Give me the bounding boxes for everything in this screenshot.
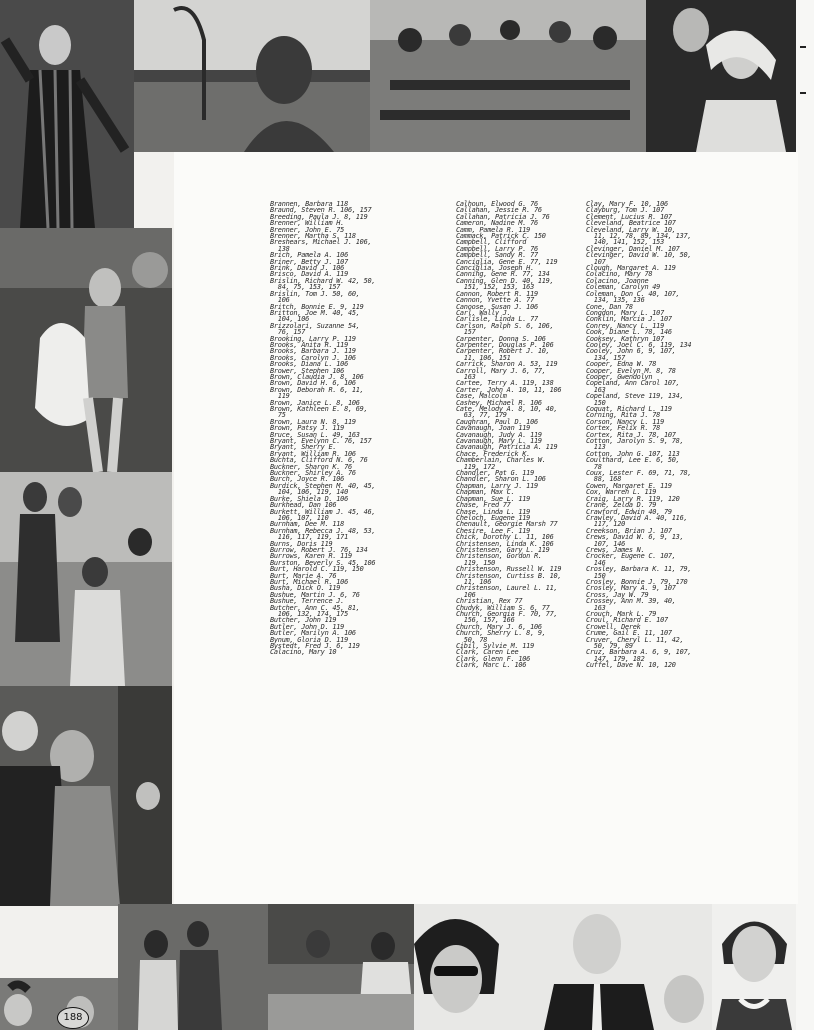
index-entry: 104, 106: [270, 315, 309, 324]
index-entry: Breshears, Michael J. 106,: [270, 238, 372, 247]
index-entry: Busha, Dick O. 119: [270, 584, 341, 593]
index-entry: Camm, Pamela R. 119: [456, 225, 531, 234]
index-entry: Bruce, Susan L. 49, 163: [270, 430, 360, 439]
index-entry: Campbell, Larry P. 76: [456, 244, 538, 253]
index-entry: 50, 79, 89: [586, 642, 633, 651]
index-entry: Burston, Beverly S. 45, 106: [270, 558, 376, 567]
index-entry: Cammack, Patrick C. 150: [456, 232, 546, 241]
index-entry: Christenson, Laurel L. 11,: [456, 584, 558, 593]
index-entry: 11, 106: [456, 577, 492, 586]
index-entry: Cavanaugh, Judy A. 119: [456, 430, 542, 439]
index-entry: Burt, Harold C. 119, 150: [270, 565, 364, 574]
index-entry: Calhoun, Elwood G. 76: [456, 200, 538, 208]
index-entry: Cuffel, Dave N. 10, 120: [586, 661, 676, 670]
index-entry: Cannon, Robert R. 119: [456, 289, 538, 298]
index-entry: Cavanaugh, Patricia A. 119: [456, 443, 558, 452]
index-entry: Brisco, David A. 119: [270, 270, 348, 279]
index-entry: 156, 157, 166: [456, 616, 515, 625]
index-entry: Carpenter, Douglas P. 106: [456, 340, 554, 349]
photo-couple: [646, 0, 796, 152]
index-entry: Brower, Stephen 106: [270, 366, 345, 375]
index-entry: Clevinger, Daniel M. 107: [586, 244, 680, 253]
index-entry: Cone, Dan 78: [586, 302, 633, 311]
index-entry: Brooks, Carolyn J. 106: [270, 353, 356, 362]
index-entry: Carpenter, Donna S. 106: [456, 334, 546, 343]
index-entry: Clough, Margaret A. 119: [586, 264, 676, 273]
index-entry: Clayburg, Tom J. 107: [586, 206, 664, 215]
index-entry: Clark, Glenn F. 106: [456, 654, 531, 663]
index-entry: Brown, Deborah R. 6, 11,: [270, 385, 364, 394]
index-entry: Church, Mary J. 6, 106: [456, 622, 542, 631]
index-entry: Carl, Wally J.: [456, 308, 511, 317]
index-entry: Bystedt, Fred J. 6, 119: [270, 642, 360, 651]
index-entry: Corning, Rita J. 78: [586, 411, 661, 420]
index-entry: Caughran, Paul D. 106: [456, 417, 538, 426]
index-entry: Bynum, Gloria D. 119: [270, 635, 348, 644]
index-entry: 146: [586, 558, 606, 567]
index-entry: Creekson, Brian J. 107: [586, 526, 672, 535]
index-entry: Cibil, Sylvie M. 119: [456, 642, 534, 651]
index-entry: 147, 179, 182: [586, 654, 645, 663]
index-entry: Christensen, Gary L. 119: [456, 545, 550, 554]
index-entry: Corson, Nancy L. 119: [586, 417, 664, 426]
index-entry: Crume, Gail E. 11, 107: [586, 629, 672, 638]
index-entry: Butcher, Ann C. 45, 81,: [270, 603, 360, 612]
index-entry: Brink, David J. 106: [270, 264, 345, 273]
index-entry: Cortex, Rita J. 78, 107: [586, 430, 676, 439]
index-column-3: [586, 201, 691, 669]
photo-costume-dancer: [0, 0, 134, 228]
index-entry: Cotton, Jarolyn S. 9, 78,: [586, 437, 684, 446]
index-entry: 106, 132, 174, 175: [270, 610, 348, 618]
index-entry: Cashey, Michael R. 106: [456, 398, 542, 407]
index-entry: Cheloch, Eugene 119: [456, 513, 531, 522]
index-entry: Brislin, Richard W. 42, 50,: [270, 276, 376, 285]
index-entry: 50, 78: [456, 635, 488, 644]
index-entry: Cruver, Cheryl L. 11, 42,: [586, 635, 684, 644]
index-entry: Cleveland, Larry W. 10,: [586, 225, 676, 234]
index-entry: 88, 168: [586, 475, 622, 484]
index-entry: Cox, Warren L. 119: [586, 488, 657, 497]
index-entry: Church, Sherry L. 8, 9,: [456, 629, 546, 638]
index-entry: 76, 157: [270, 328, 306, 337]
index-entry: Butler, John D. 119: [270, 622, 345, 631]
index-entry: Coux, Lester F. 69, 71, 78,: [586, 469, 692, 478]
index-entry: Calacino, Mary 10: [270, 648, 337, 657]
index-entry: Cooley, Joel C. 6, 119, 134: [586, 340, 692, 349]
photo-dance-couples: [0, 686, 172, 906]
index-entry: Brenner, John E. 75: [270, 225, 345, 234]
photo-woman-portrait: [712, 904, 796, 1030]
index-entry: Brown, Janice L. 8, 106: [270, 398, 360, 407]
index-entry: Cavanaugh, Joan 119: [456, 424, 531, 433]
index-entry: Crouch, Mark L. 79: [586, 610, 657, 618]
index-entry: 151, 152, 153, 163: [456, 283, 534, 292]
index-entry: Buchta, Clifford N. 6, 76: [270, 456, 368, 465]
index-entry: Brislin, Tom J. 50, 60,: [270, 289, 360, 298]
index-entry: Brooks, Anita R. 119: [270, 340, 348, 349]
index-entry: Chick, Dorothy L. 11, 106: [456, 533, 554, 542]
index-entry: 113: [586, 443, 606, 452]
index-entry: Callahan, Patricia J. 76: [456, 212, 550, 221]
index-entry: Braund, Steven R. 106, 157: [270, 206, 372, 215]
index-entry: Chudyk, William S. 6, 77: [456, 603, 550, 612]
index-entry: Burrows, Karen R. 119: [270, 552, 352, 561]
index-entry: 134, 157: [586, 353, 625, 362]
index-entry: Christian, Rex 77: [456, 597, 523, 606]
index-entry: Carlson, Ralph S. 6, 106,: [456, 321, 554, 330]
index-entry: 138: [270, 244, 290, 253]
index-entry: Burch, Joyce R. 106: [270, 475, 345, 484]
index-entry: Canning, Glen D. 40, 119,: [456, 276, 554, 285]
index-entry: Colacino, Joanne: [586, 276, 649, 285]
index-entry: Conrey, Nancy L. 119: [586, 321, 664, 330]
index-entry: Brenner, William H.: [270, 219, 345, 228]
index-entry: Chapman, Larry J. 119: [456, 481, 538, 490]
index-entry: Carrick, Sharon A. 53, 119: [456, 360, 558, 369]
index-entry: 107: [586, 257, 606, 266]
index-entry: Chandler, Sharon L. 106: [456, 475, 546, 484]
index-entry: Crocker, Eugene C. 107,: [586, 552, 676, 561]
page-number: 188: [57, 1007, 89, 1029]
index-entry: Chase, Fred 77: [456, 501, 511, 510]
index-entry: Christenson, Gordon R.: [456, 552, 542, 561]
index-entry: Callahan, Jessie R. 76: [456, 206, 542, 215]
index-entry: 104, 106, 119, 140: [270, 488, 348, 497]
index-entry: Canoose, Susan J. 106: [456, 302, 538, 311]
index-entry: Brown, David H. 6, 106: [270, 379, 356, 388]
photo-cafeteria-group: [118, 904, 414, 1030]
index-entry: Burkett, William J. 45, 46,: [270, 507, 376, 516]
index-entry: 116, 117, 119, 171: [270, 533, 348, 542]
edge-mark: [800, 46, 806, 48]
index-entry: Coulthard, Lee E. 6, 50,: [586, 456, 680, 465]
index-entry: Crews, David W. 6, 9, 13,: [586, 533, 684, 542]
index-entry: Coquat, Richard L. 119: [586, 405, 672, 413]
index-entry: Chapman, Sue L. 119: [456, 494, 531, 503]
index-entry: Brown, Laura N. 8, 119: [270, 417, 356, 426]
index-entry: Canciglia, Gene E. 77, 119: [456, 257, 558, 266]
index-entry: Cotton, John G. 107, 113: [586, 449, 680, 458]
index-entry: 78: [586, 462, 602, 471]
index-entry: Clevinger, David W. 10, 50,: [586, 251, 692, 260]
index-entry: Christenson, Curtiss B. 10,: [456, 571, 562, 580]
index-entry: Crane, Zelda D. 79: [586, 501, 657, 510]
index-entry: Burns, Doris 119: [270, 539, 333, 548]
index-entry: Coleman, Don C. 40, 107,: [586, 289, 680, 298]
index-entry: 11, 106, 151: [456, 353, 511, 362]
index-entry: Cross, Jay W. 79: [586, 590, 649, 599]
index-entry: Case, Malcolm: [456, 392, 507, 401]
index-entry: Britch, Bonnie E. 9, 119: [270, 302, 364, 311]
index-entry: 117, 120: [586, 520, 625, 529]
photo-group-reading: [0, 472, 172, 686]
index-entry: Crossey, Ann M. 39, 40,: [586, 597, 676, 606]
index-entry: Brown, Kathleen E. 8, 69,: [270, 405, 368, 413]
index-entry: Burt, Michael R. 106: [270, 577, 348, 586]
index-entry: Brannen, Barbara 118: [270, 200, 348, 208]
index-entry: 84, 75, 153, 157: [270, 283, 341, 292]
index-entry: Burnham, Dee M. 118: [270, 520, 345, 529]
index-entry: Bushue, Terrence J.: [270, 597, 345, 606]
index-entry: Clay, Mary F. 10, 106: [586, 200, 668, 208]
index-entry: 119: [270, 392, 290, 401]
index-entry: Carter, John A. 10, 11, 106: [456, 385, 562, 394]
index-entry: Buckner, Sharon K. 76: [270, 462, 352, 471]
index-entry: Christensen, Linda K. 106: [456, 539, 554, 548]
index-entry: Brown, Patsy J. 119: [270, 424, 345, 433]
index-entry: Chesire, Lee F. 119: [456, 526, 531, 535]
index-entry: Chace, Frederick K.: [456, 449, 531, 458]
index-entry: 106: [456, 590, 476, 599]
index-entry: Brooks, Diana L. 106: [270, 360, 348, 369]
photo-girl-pillow: [0, 228, 172, 472]
index-entry: Church, Georgia F. 70, 77,: [456, 610, 558, 618]
index-entry: Chamberlain, Charles W.: [456, 456, 546, 465]
index-entry: Canciglia, Joseph H.: [456, 264, 534, 273]
index-entry: Campbell, Sandy R. 77: [456, 251, 538, 260]
index-entry: Copeland, Ann Carol 107,: [586, 379, 680, 388]
index-entry: Congdon, Mary L. 107: [586, 308, 664, 317]
index-column-2: [456, 201, 561, 669]
index-entry: 75: [270, 411, 286, 420]
index-entry: Cannon, Yvette A. 77: [456, 296, 534, 305]
index-entry: 107, 146: [586, 539, 625, 548]
index-entry: Crawley, David A. 40, 116,: [586, 513, 688, 522]
index-entry: Burke, Shiela D. 106: [270, 494, 348, 503]
page-edge: [796, 0, 814, 1030]
index-entry: Chapman, Max C.: [456, 488, 515, 497]
index-entry: Campbell, Clifford: [456, 238, 527, 247]
index-entry: Britton, Joe M. 40, 45,: [270, 308, 360, 317]
index-entry: Buckner, Shirley A. 76: [270, 469, 356, 478]
index-entry: 11, 12, 78, 89, 134, 137,: [586, 232, 692, 241]
index-entry: Carlisle, Linda L. 77: [456, 315, 538, 324]
index-entry: Cooksey, Kathryn 107: [586, 334, 664, 343]
index-entry: Canning, Gene R. 77, 134: [456, 270, 550, 279]
index-entry: Burdick, Stephen M. 40, 45,: [270, 481, 376, 490]
index-entry: Cortex, Felix R. 78: [586, 424, 661, 433]
index-entry: Crews, James N.: [586, 545, 645, 554]
index-entry: 157: [456, 328, 476, 337]
index-entry: Burt, Marie A. 76: [270, 571, 337, 580]
index-column-1: [270, 201, 375, 656]
index-entry: Brenner, Martha S. 118: [270, 232, 356, 241]
index-entry: 106, 107, 110: [270, 513, 329, 522]
index-entry: 163: [586, 603, 606, 612]
index-entry: Carroll, Mary J. 6, 77,: [456, 366, 546, 375]
index-entry: Clark, Marc L. 106: [456, 661, 527, 670]
index-entry: Cleveland, Beatrice 107: [586, 219, 676, 228]
index-entry: Croul, Richard E. 107: [586, 616, 668, 625]
index-entry: Burnham, Rebecca J. 48, 53,: [270, 526, 376, 535]
index-entry: Brich, Pamela A. 106: [270, 251, 348, 260]
index-entry: 119, 172: [456, 462, 495, 471]
index-entry: Brooks, Barbara J. 119: [270, 347, 356, 356]
index-entry: 106: [270, 296, 290, 305]
index-entry: Bryant, Evelynn C. 76, 157: [270, 437, 372, 446]
index-entry: 140, 141, 152, 153: [586, 238, 664, 247]
index-entry: Colacino, Mary 78: [586, 270, 653, 279]
edge-mark: [800, 92, 806, 94]
index-entry: Chenault, Georgie Marsh 77: [456, 520, 558, 529]
index-entry: Cartee, Terry A. 119, 138: [456, 379, 554, 388]
index-entry: Brooking, Larry P. 119: [270, 334, 356, 343]
index-entry: Butcher, John 119: [270, 616, 337, 625]
index-entry: Breeding, Paula J. 8, 119: [270, 212, 368, 221]
index-entry: Crosley, Bonnie J. 79, 170: [586, 577, 688, 586]
index-entry: 150: [586, 398, 606, 407]
index-entry: Bryant, William R. 106: [270, 449, 356, 458]
index-entry: Chase, Linda L. 119: [456, 507, 531, 516]
index-entry: 134, 135, 136: [586, 296, 645, 305]
index-entry: Bryant, Sherry E.: [270, 443, 337, 452]
index-entry: Cook, Diane L. 78, 146: [586, 328, 672, 337]
index-entry: Cooper, Gwendolyn: [586, 372, 653, 381]
index-entry: Crowell, Derek: [586, 622, 641, 631]
index-entry: Coleman, Carolyn 49: [586, 283, 661, 292]
index-entry: Cooper, Edna W. 78: [586, 360, 657, 369]
index-entry: 63, 77, 179: [456, 411, 507, 420]
index-entry: 119, 150: [456, 558, 495, 567]
index-entry: Brizzolari, Suzanne 54,: [270, 321, 360, 330]
index-entry: Cooper, Evelyn M. 8, 78: [586, 366, 676, 375]
index-entry: Crosley, Barbara K. 11, 79,: [586, 565, 692, 574]
index-entry: Cavanaugh, Mary L. 119: [456, 437, 542, 446]
index-entry: Briner, Betty J. 107: [270, 257, 348, 266]
index-entry: 163: [456, 372, 476, 381]
index-entry: Carpenter, Robert J. 10,: [456, 347, 550, 356]
name-index-panel: [174, 152, 798, 904]
index-entry: Cruz, Barbara A. 6, 9, 107,: [586, 648, 692, 657]
index-entry: Burrow, Robert J. 76, 134: [270, 545, 368, 554]
index-entry: Christenson, Russell W. 119: [456, 565, 562, 574]
index-entry: Cameron, Nadine M. 76: [456, 219, 538, 228]
index-entry: 150: [586, 571, 606, 580]
index-entry: Craig, Larry R. 119, 120: [586, 494, 680, 503]
index-entry: 163: [586, 385, 606, 394]
index-entry: Brown, Claudia J. 8, 106: [270, 372, 364, 381]
index-entry: Bushue, Martin J. 6, 76: [270, 590, 360, 599]
index-entry: Clark, Caren Lee: [456, 648, 519, 657]
index-entry: Cate, Melody A. 8, 10, 40,: [456, 405, 558, 413]
index-entry: Chandler, Pat G. 119: [456, 469, 534, 478]
index-entry: Clement, Lucius R. 107: [586, 212, 672, 221]
index-entry: Cooley, John 6, 9, 107,: [586, 347, 676, 356]
photo-smiling-trio: [414, 904, 712, 1030]
photo-classroom: [370, 0, 646, 152]
photo-girl-window: [134, 0, 370, 152]
index-entry: Butler, Marilyn A. 106: [270, 629, 356, 638]
index-entry: Conklin, Marcia J. 107: [586, 315, 672, 324]
index-entry: Crosley, Mary A. 9, 107: [586, 584, 676, 593]
index-entry: Crawford, Edwin 40, 79: [586, 507, 672, 516]
index-entry: Burkhead, Dan 106: [270, 501, 337, 510]
index-entry: Cowen, Margaret E. 119: [586, 481, 672, 490]
index-entry: Copeland, Steve 119, 134,: [586, 392, 684, 401]
